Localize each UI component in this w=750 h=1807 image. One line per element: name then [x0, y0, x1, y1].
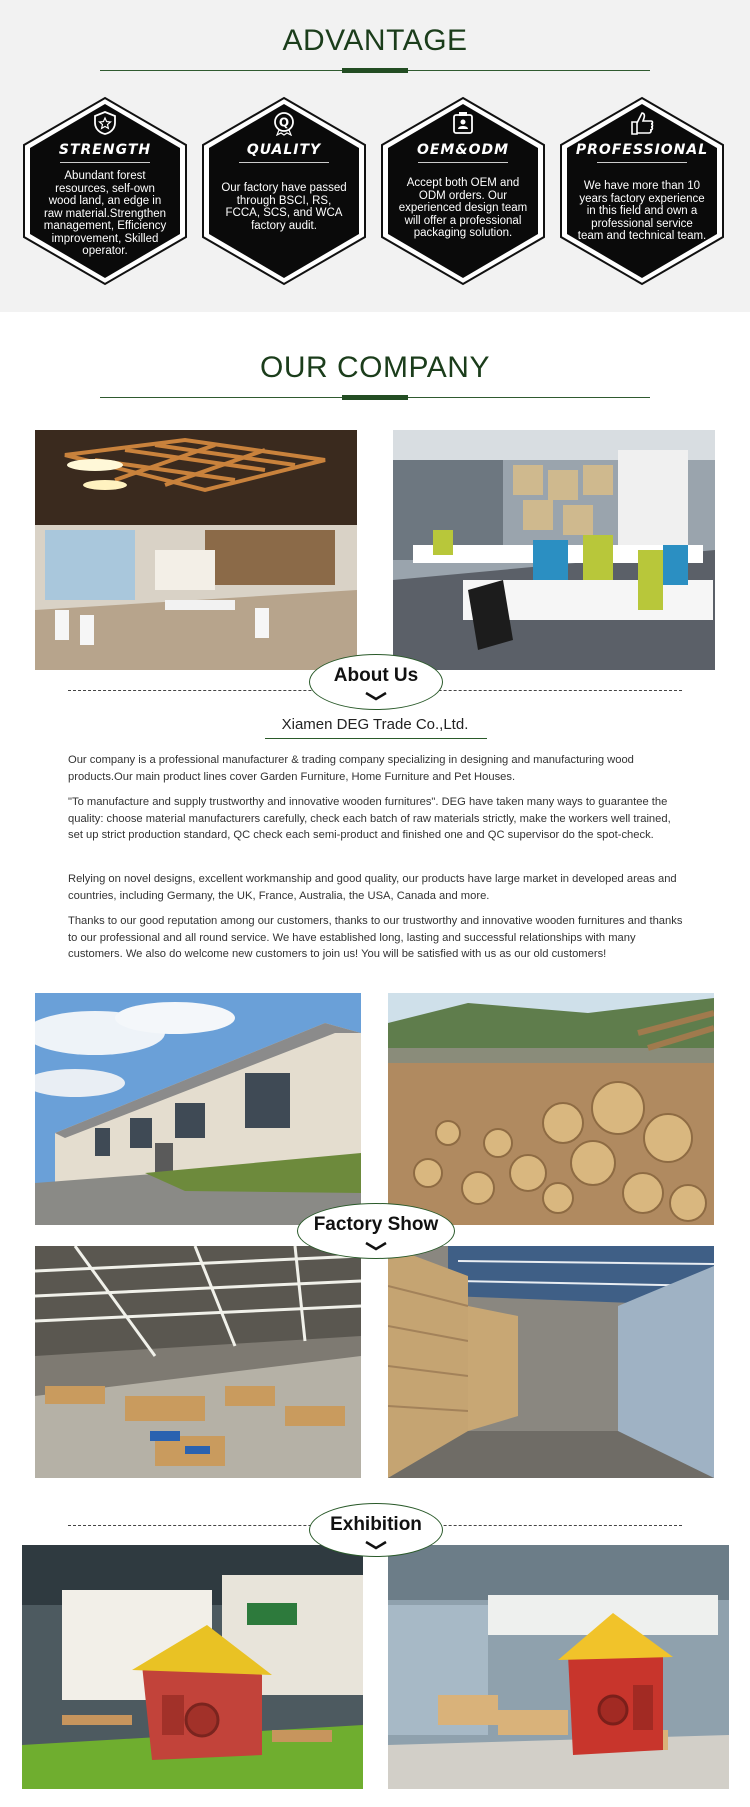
advantage-title: ADVANTAGE	[282, 24, 468, 57]
factory-photo-workshop	[35, 1246, 361, 1478]
company-name-underline	[265, 738, 487, 739]
advantage-name: PROFESSIONAL	[575, 142, 709, 158]
advantage-card-oem-odm	[380, 96, 546, 286]
company-paragraph: Thanks to our good reputation among our customers, thanks to our trustworthy and innovative wooden furnitures and thanks to our professional and all round service. We have established long, lasting and successful relationships with many customers. We also do welcome new customers to join us! You will be satisfied with us as our old customers!	[68, 915, 683, 961]
advantage-section	[0, 0, 750, 312]
about-us-badge	[309, 654, 443, 710]
thumbs-up-icon	[629, 110, 655, 136]
factory-show-label: Factory Show	[313, 1214, 439, 1235]
chevron-down-icon	[364, 691, 388, 701]
company-paragraph: Our company is a professional manufacturer & trading company specializing in designing and manufacturing wood products.Our main product lines cover Garden Furniture, Home Furniture and Pet Houses.	[68, 754, 634, 783]
advantage-divider	[418, 162, 508, 163]
advantage-card-strength	[22, 96, 188, 286]
advantage-divider	[239, 162, 329, 163]
star-shield-icon	[92, 110, 118, 136]
advantage-text: We have more than 10 years factory experience in this field and own a professional service team and technical team.	[577, 180, 707, 242]
id-badge-icon	[450, 110, 476, 136]
factory-photo-logs	[388, 993, 714, 1225]
advantage-divider	[60, 162, 150, 163]
chevron-down-icon	[364, 1241, 388, 1251]
advantage-title-bar	[342, 68, 408, 73]
svg-text:Q: Q	[278, 115, 290, 130]
advantage-text: Our factory have passed through BSCI, RS, FCCA, SCS, and WCA factory audit.	[221, 182, 347, 232]
advantage-name: QUALITY	[246, 142, 322, 158]
factory-photo-lumber	[388, 1246, 714, 1478]
about-us-label: About Us	[333, 665, 419, 686]
exhibition-badge	[309, 1503, 443, 1557]
exhibition-photo-booth-1	[22, 1545, 363, 1789]
advantage-card-quality	[201, 96, 367, 286]
advantage-divider	[597, 162, 687, 163]
advantage-text: Abundant forest resources, self-own wood land, an edge in raw material.Strengthen management, Efficiency improvement, Skilled operator.	[43, 170, 167, 257]
exhibition-photo-booth-2	[388, 1545, 729, 1789]
company-name: Xiamen DEG Trade Co.,Ltd.	[281, 716, 469, 733]
company-paragraph: "To manufacture and supply trustworthy and innovative wooden furnitures". DEG have taken many ways to guarantee the quality: choose material manufacturers carefully, check each batch of raw materials strictly, make the workers well trained, set up strict production standard, QC check each semi-product and finished one and QC supervisor do the spot-check.	[68, 796, 671, 842]
company-title: OUR COMPANY	[260, 351, 490, 384]
exhibition-label: Exhibition	[330, 1514, 422, 1535]
factory-photo-exterior	[35, 993, 361, 1225]
chevron-down-icon	[364, 1540, 388, 1550]
advantage-name: STRENGTH	[58, 142, 152, 158]
advantage-text: Accept both OEM and ODM orders. Our experienced design team will offer a professional packaging solution.	[398, 177, 528, 239]
advantage-name: OEM&ODM	[416, 142, 510, 158]
quality-q-icon	[271, 110, 297, 136]
company-photo-cafeteria	[35, 430, 357, 670]
company-photo-office	[393, 430, 715, 670]
company-title-bar	[342, 395, 408, 400]
advantage-card-professional	[559, 96, 725, 286]
factory-show-badge	[297, 1203, 455, 1259]
company-paragraph: Relying on novel designs, excellent workmanship and good quality, our products have large market in developed areas and countries, including Germany, the UK, France, Australia, the USA, Canada and more.	[68, 873, 677, 902]
